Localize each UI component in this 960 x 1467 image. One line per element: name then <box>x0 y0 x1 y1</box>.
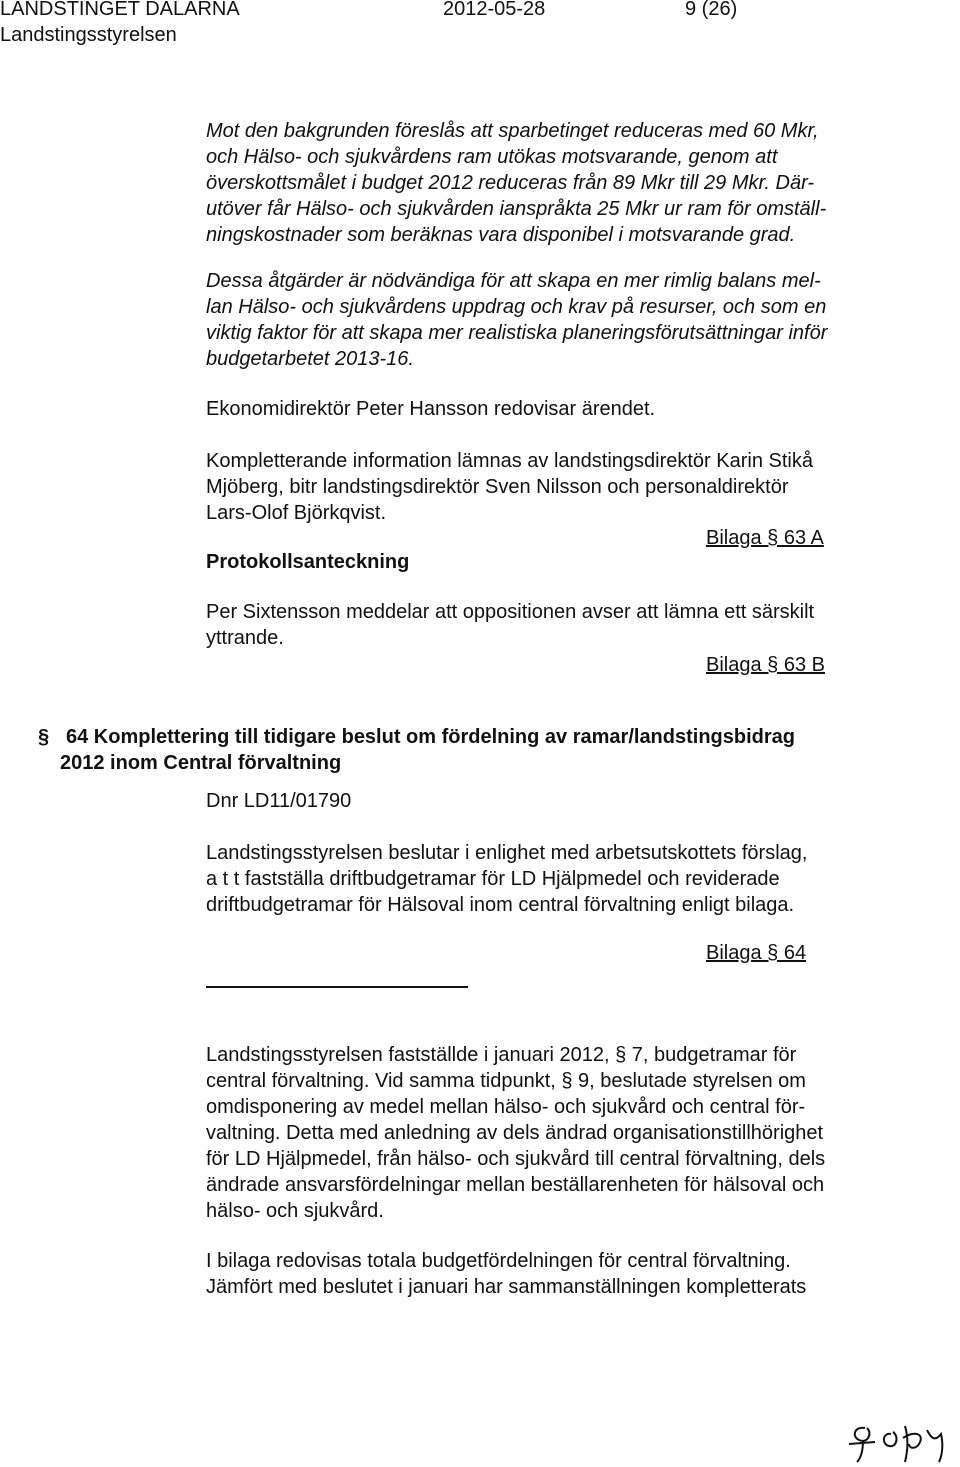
text-line: utöver får Hälso- och sjukvården ianspråkta 25 Mkr ur ram för omställ- <box>206 198 827 220</box>
section-symbol: § <box>38 726 50 748</box>
text-line: Lars-Olof Björkqvist. <box>206 502 387 524</box>
case-number: Dnr LD11/01790 <box>206 790 352 812</box>
text-line: hälso- och sjukvård. <box>206 1200 384 1222</box>
text-line: överskottsmålet i budget 2012 reduceras från 89 Mkr till 29 Mkr. Där- <box>206 172 815 194</box>
text-line: Mjöberg, bitr landstingsdirektör Sven Nilsson och personaldirektör <box>206 476 789 498</box>
text-line: Landstingsstyrelsen beslutar i enlighet med arbetsutskottets förslag, <box>206 842 808 864</box>
text-line: I bilaga redovisas totala budgetfördelningen för central förvaltning. <box>206 1250 791 1272</box>
text-line: yttrande. <box>206 627 284 649</box>
paragraph-presentation: Ekonomidirektör Peter Hansson redovisar ärendet. <box>206 398 656 420</box>
protocol-note-heading: Protokollsanteckning <box>206 551 410 573</box>
document-date: 2012-05-28 <box>443 0 546 20</box>
org-name: LANDSTINGET DALARNA <box>0 0 240 20</box>
text-line: Per Sixtensson meddelar att oppositionen avser att lämna ett särskilt <box>206 601 815 623</box>
text-line: Landstingsstyrelsen fastställde i januari 2012, § 7, budgetramar för <box>206 1044 797 1066</box>
text-line: central förvaltning. Vid samma tidpunkt, § 9, beslutade styrelsen om <box>206 1070 806 1092</box>
handwritten-initials <box>845 1420 955 1464</box>
attachment-ref-64[interactable]: Bilaga § 64 <box>706 942 807 964</box>
divider-line <box>206 986 468 988</box>
attachment-ref-63a[interactable]: Bilaga § 63 A <box>706 527 824 549</box>
text-line: viktig faktor för att skapa mer realistiska planeringsförutsättningar inför <box>206 322 828 344</box>
text-line: a t t fastställa driftbudgetramar för LD Hjälpmedel och reviderade <box>206 868 780 890</box>
document-body: Landstingsstyrelsen <box>0 24 177 46</box>
text-line: Jämfört med beslutet i januari har sammanställningen kompletterats <box>206 1276 807 1298</box>
text-line: Dessa åtgärder är nödvändiga för att skapa en mer rimlig balans mel- <box>206 270 821 292</box>
text-line: ningskostnader som beräknas vara disponibel i motsvarande grad. <box>206 224 796 246</box>
text-line: omdisponering av medel mellan hälso- och sjukvård och central för- <box>206 1096 806 1118</box>
text-line: Mot den bakgrunden föreslås att sparbetinget reduceras med 60 Mkr, <box>206 120 819 142</box>
text-line: och Hälso- och sjukvårdens ram utökas motsvarande, genom att <box>206 146 778 168</box>
section-title-line: 2012 inom Central förvaltning <box>60 752 342 774</box>
attachment-ref-63b[interactable]: Bilaga § 63 B <box>706 654 825 676</box>
text-line: ändrade ansvarsfördelningar mellan beställarenheten för hälsoval och <box>206 1174 825 1196</box>
page-number: 9 (26) <box>685 0 738 20</box>
text-line: budgetarbetet 2013-16. <box>206 348 414 370</box>
text-line: valtning. Detta med anledning av dels ändrad organisationstillhörighet <box>206 1122 824 1144</box>
text-line: driftbudgetramar för Hälsoval inom central förvaltning enligt bilaga. <box>206 894 795 916</box>
text-line: lan Hälso- och sjukvårdens uppdrag och krav på resurser, och som en <box>206 296 827 318</box>
text-line: för LD Hjälpmedel, från hälso- och sjukvård till central förvaltning, dels <box>206 1148 826 1170</box>
text-line: Kompletterande information lämnas av landstingsdirektör Karin Stikå <box>206 450 813 472</box>
section-title-line: 64 Komplettering till tidigare beslut om fördelning av ramar/landstingsbidrag <box>66 726 796 748</box>
